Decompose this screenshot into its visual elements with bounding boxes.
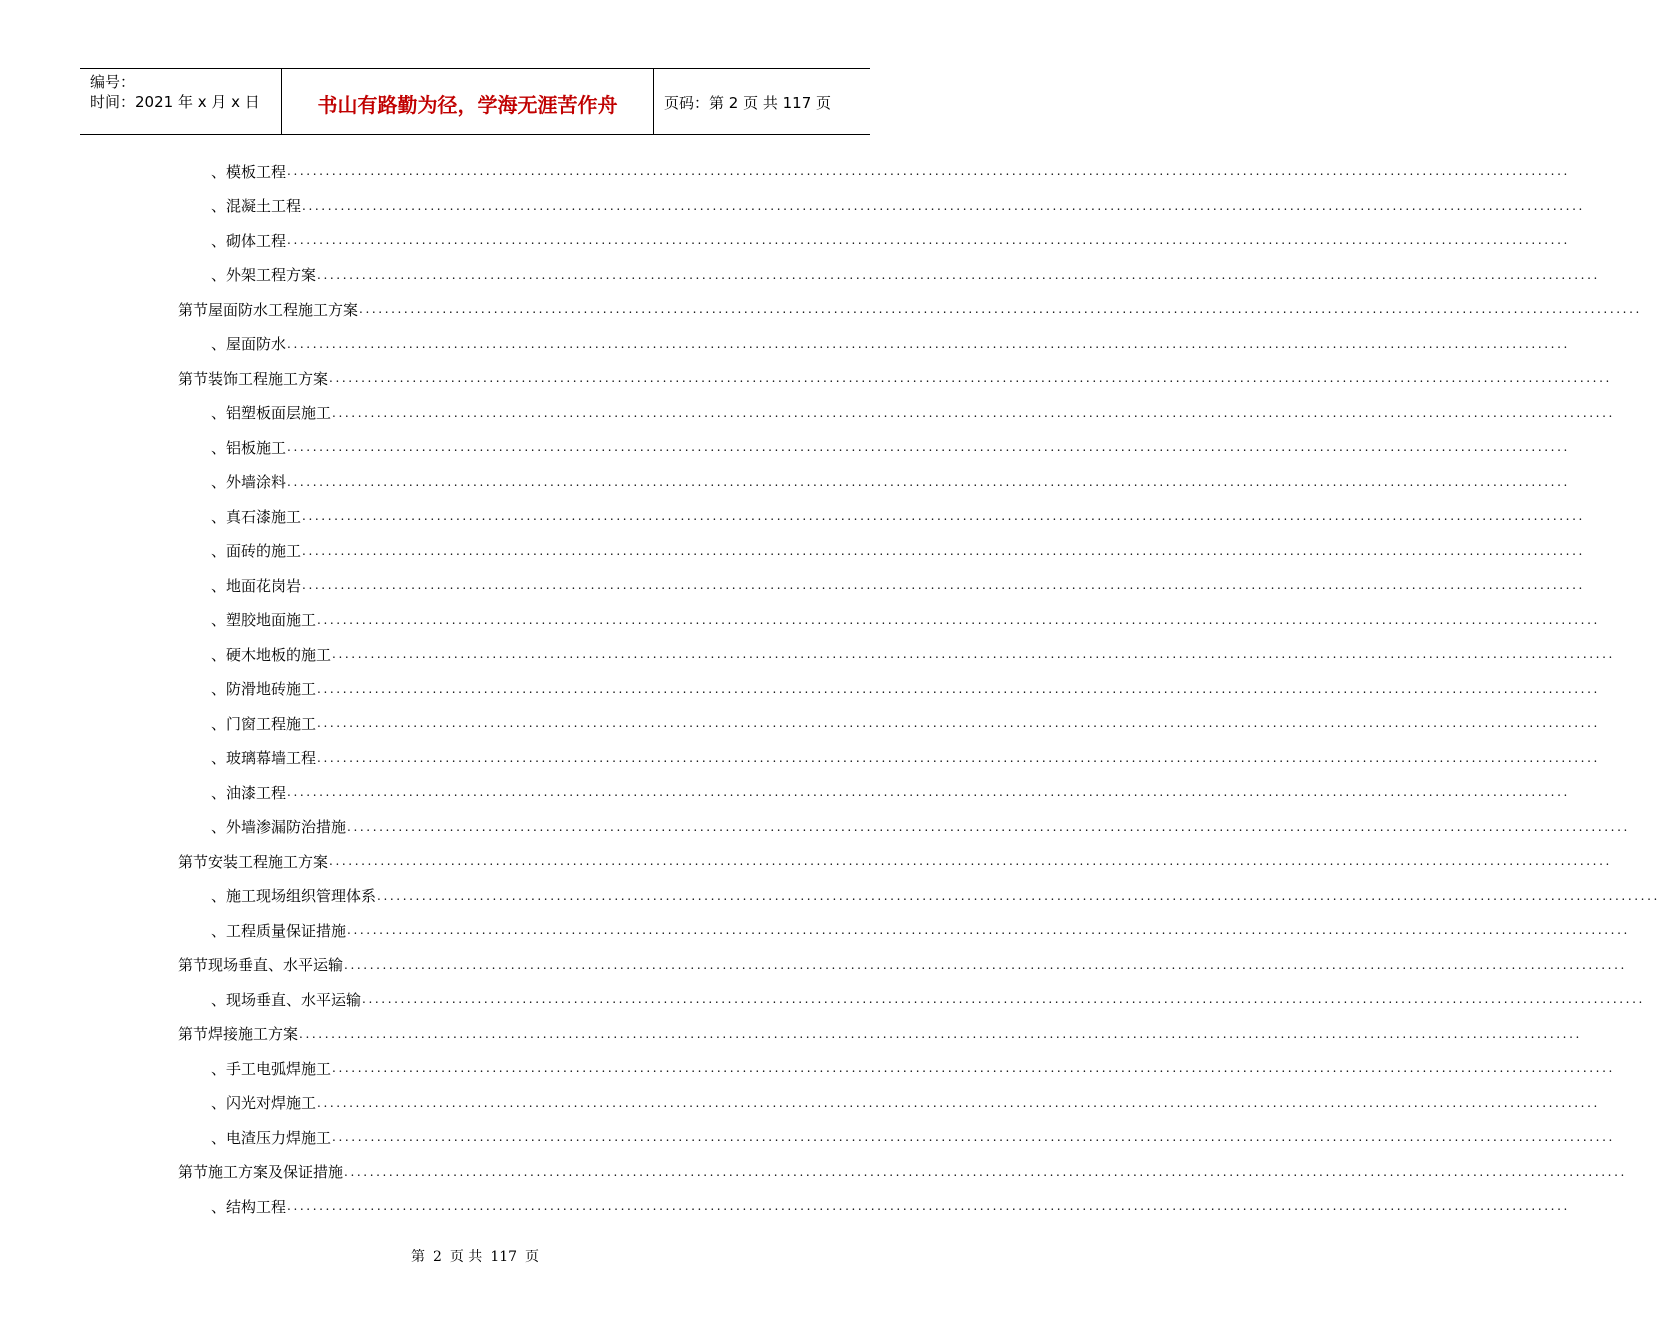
toc-leader-dots: ........................................................................................................................................................................................................ <box>344 957 1627 972</box>
toc-subsection-entry[interactable] <box>178 223 1570 258</box>
toc-leader-dots: ........................................................................................................................................................................................................ <box>332 405 1615 420</box>
toc-leader-dots: ........................................................................................................................................................................................................ <box>287 336 1570 351</box>
toc-subsection-entry[interactable] <box>178 706 1600 741</box>
toc-subsection-entry[interactable] <box>178 568 1585 603</box>
document-time-label: 时间：2021 年 x 月 x 日 <box>90 93 260 111</box>
toc-subsection-entry[interactable] <box>178 154 1570 189</box>
toc-entry-number: 第节 <box>178 956 209 975</box>
toc-leader-dots: ........................................................................................................................................................................................................ <box>317 716 1600 731</box>
toc-entry-number: 、 <box>211 438 227 457</box>
toc-entry-number: 第节 <box>178 1163 209 1182</box>
toc-entry-number: 、 <box>211 611 227 630</box>
table-of-contents <box>178 154 1660 1224</box>
footer-current-page: 2 <box>432 1249 442 1265</box>
toc-subsection-entry[interactable] <box>178 189 1585 224</box>
toc-leader-dots: ........................................................................................................................................................................................................ <box>344 1164 1627 1179</box>
toc-entry-number: 、 <box>211 576 227 595</box>
toc-entry-title: 铝板施工 <box>226 438 287 457</box>
toc-entry-title: 现场垂直、水平运输 <box>208 956 344 975</box>
toc-leader-dots: ........................................................................................................................................................................................................ <box>332 1130 1615 1145</box>
toc-subsection-entry[interactable] <box>178 741 1600 776</box>
page-header <box>80 68 870 135</box>
toc-entry-title: 闪光对焊施工 <box>226 1094 317 1113</box>
footer-total-pages: 117 <box>490 1249 518 1265</box>
toc-section-entry[interactable] <box>178 1155 1627 1190</box>
toc-leader-dots: ........................................................................................................................................................................................................ <box>302 543 1585 558</box>
toc-entry-number: 、 <box>211 507 227 526</box>
footer-label-page: 第 <box>410 1249 425 1265</box>
toc-subsection-entry[interactable] <box>178 396 1615 431</box>
toc-subsection-entry[interactable] <box>178 775 1570 810</box>
toc-entry-number: 、 <box>211 714 227 733</box>
toc-entry-number: 、 <box>211 542 227 561</box>
toc-subsection-entry[interactable] <box>178 672 1600 707</box>
toc-leader-dots: ........................................................................................................................................................................................................ <box>329 854 1612 869</box>
toc-leader-dots: ........................................................................................................................................................................................................ <box>347 923 1630 938</box>
toc-entry-number: 、 <box>211 818 227 837</box>
toc-subsection-entry[interactable] <box>178 534 1585 569</box>
toc-entry-number: 、 <box>211 749 227 768</box>
toc-entry-number: 、 <box>211 473 227 492</box>
toc-leader-dots: ........................................................................................................................................................................................................ <box>362 992 1645 1007</box>
toc-subsection-entry[interactable] <box>178 258 1600 293</box>
toc-entry-title: 塑胶地面施工 <box>226 611 317 630</box>
toc-entry-title: 玻璃幕墙工程 <box>226 749 317 768</box>
toc-leader-dots: ........................................................................................................................................................................................................ <box>317 612 1600 627</box>
toc-leader-dots: ........................................................................................................................................................................................................ <box>347 819 1630 834</box>
toc-section-entry[interactable] <box>178 1017 1582 1052</box>
toc-entry-title: 工程质量保证措施 <box>226 921 347 940</box>
toc-entry-title: 外架工程方案 <box>226 266 317 285</box>
toc-leader-dots: ........................................................................................................................................................................................................ <box>287 440 1570 455</box>
toc-entry-title: 安装工程施工方案 <box>208 852 329 871</box>
header-meta <box>80 69 282 134</box>
toc-subsection-entry[interactable] <box>178 982 1645 1017</box>
toc-entry-title: 真石漆施工 <box>226 507 302 526</box>
toc-leader-dots: ........................................................................................................................................................................................................ <box>317 267 1600 282</box>
toc-leader-dots: ........................................................................................................................................................................................................ <box>302 578 1585 593</box>
toc-entry-number: 、 <box>211 197 227 216</box>
toc-entry-number: 、 <box>211 990 227 1009</box>
toc-entry-title: 焊接施工方案 <box>208 1025 299 1044</box>
toc-entry-title: 手工电弧焊施工 <box>226 1059 332 1078</box>
toc-leader-dots: ........................................................................................................................................................................................................ <box>287 1199 1570 1214</box>
toc-entry-number: 第节 <box>178 852 209 871</box>
toc-entry-number: 、 <box>211 1128 227 1147</box>
toc-section-entry[interactable] <box>178 948 1627 983</box>
toc-entry-number: 、 <box>211 921 227 940</box>
toc-subsection-entry[interactable] <box>178 465 1570 500</box>
toc-section-entry[interactable] <box>178 361 1612 396</box>
toc-leader-dots: ........................................................................................................................................................................................................ <box>302 198 1585 213</box>
toc-leader-dots: ........................................................................................................................................................................................................ <box>332 647 1615 662</box>
toc-entry-number: 、 <box>211 1094 227 1113</box>
toc-subsection-entry[interactable] <box>178 1051 1615 1086</box>
toc-subsection-entry[interactable] <box>178 430 1570 465</box>
page-footer <box>0 1246 950 1266</box>
toc-entry-title: 模板工程 <box>226 162 287 181</box>
toc-subsection-entry[interactable] <box>178 637 1615 672</box>
toc-entry-number: 第节 <box>178 369 209 388</box>
toc-entry-number: 第节 <box>178 1025 209 1044</box>
toc-entry-title: 现场垂直、水平运输 <box>226 990 362 1009</box>
toc-entry-number: 、 <box>211 404 227 423</box>
toc-entry-title: 铝塑板面层施工 <box>226 404 332 423</box>
toc-entry-title: 施工现场组织管理体系 <box>226 887 377 906</box>
toc-subsection-entry[interactable] <box>178 603 1600 638</box>
toc-subsection-entry[interactable] <box>178 810 1630 845</box>
footer-label-of: 页 共 <box>449 1249 483 1265</box>
toc-subsection-entry[interactable] <box>178 499 1585 534</box>
toc-section-entry[interactable] <box>178 844 1612 879</box>
toc-entry-title: 混凝土工程 <box>226 197 302 216</box>
toc-leader-dots: ........................................................................................................................................................................................................ <box>287 164 1570 179</box>
toc-entry-number: 、 <box>211 783 227 802</box>
toc-entry-title: 结构工程 <box>226 1197 287 1216</box>
toc-leader-dots: ........................................................................................................................................................................................................ <box>317 681 1600 696</box>
toc-leader-dots: ........................................................................................................................................................................................................ <box>287 233 1570 248</box>
toc-entry-number: 、 <box>211 645 227 664</box>
toc-entry-number: 、 <box>211 887 227 906</box>
toc-entry-title: 屋面防水工程施工方案 <box>208 300 359 319</box>
header-motto: 书山有路勤为径，学海无涯苦作舟 <box>282 69 654 134</box>
toc-leader-dots: ........................................................................................................................................................................................................ <box>329 371 1612 386</box>
toc-subsection-entry[interactable] <box>178 879 1660 914</box>
header-page-info: 页码：第 2 页 共 117 页 <box>664 94 832 112</box>
toc-entry-number: 、 <box>211 335 227 354</box>
toc-leader-dots: ........................................................................................................................................................................................................ <box>287 474 1570 489</box>
toc-entry-title: 电渣压力焊施工 <box>226 1128 332 1147</box>
toc-entry-title: 地面花岗岩 <box>226 576 302 595</box>
toc-leader-dots: ........................................................................................................................................................................................................ <box>302 509 1585 524</box>
toc-leader-dots: ........................................................................................................................................................................................................ <box>287 785 1570 800</box>
toc-leader-dots: ........................................................................................................................................................................................................ <box>332 1061 1615 1076</box>
toc-entry-title: 屋面防水 <box>226 335 287 354</box>
toc-entry-number: 、 <box>211 1197 227 1216</box>
toc-entry-title: 砌体工程 <box>226 231 287 250</box>
toc-entry-title: 外墙涂料 <box>226 473 287 492</box>
toc-subsection-entry[interactable] <box>178 1189 1570 1224</box>
toc-leader-dots: ........................................................................................................................................................................................................ <box>359 302 1642 317</box>
toc-leader-dots: ........................................................................................................................................................................................................ <box>317 750 1600 765</box>
toc-section-entry[interactable] <box>178 292 1642 327</box>
toc-subsection-entry[interactable] <box>178 913 1630 948</box>
toc-entry-title: 门窗工程施工 <box>226 714 317 733</box>
toc-entry-number: 、 <box>211 162 227 181</box>
toc-entry-number: 、 <box>211 680 227 699</box>
toc-entry-number: 第节 <box>178 300 209 319</box>
toc-entry-title: 面砖的施工 <box>226 542 302 561</box>
toc-entry-number: 、 <box>211 266 227 285</box>
toc-subsection-entry[interactable] <box>178 1120 1615 1155</box>
toc-entry-number: 、 <box>211 231 227 250</box>
toc-subsection-entry[interactable] <box>178 327 1570 362</box>
toc-leader-dots: ........................................................................................................................................................................................................ <box>377 888 1660 903</box>
toc-entry-title: 硬木地板的施工 <box>226 645 332 664</box>
toc-leader-dots: ........................................................................................................................................................................................................ <box>317 1095 1600 1110</box>
toc-entry-title: 装饰工程施工方案 <box>208 369 329 388</box>
document-number-label: 编号： <box>90 73 136 91</box>
toc-subsection-entry[interactable] <box>178 1086 1600 1121</box>
toc-entry-title: 施工方案及保证措施 <box>208 1163 344 1182</box>
toc-leader-dots: ........................................................................................................................................................................................................ <box>299 1026 1582 1041</box>
toc-entry-title: 油漆工程 <box>226 783 287 802</box>
toc-entry-title: 外墙渗漏防治措施 <box>226 818 347 837</box>
footer-label-end: 页 <box>525 1249 540 1265</box>
toc-entry-title: 防滑地砖施工 <box>226 680 317 699</box>
toc-entry-number: 、 <box>211 1059 227 1078</box>
